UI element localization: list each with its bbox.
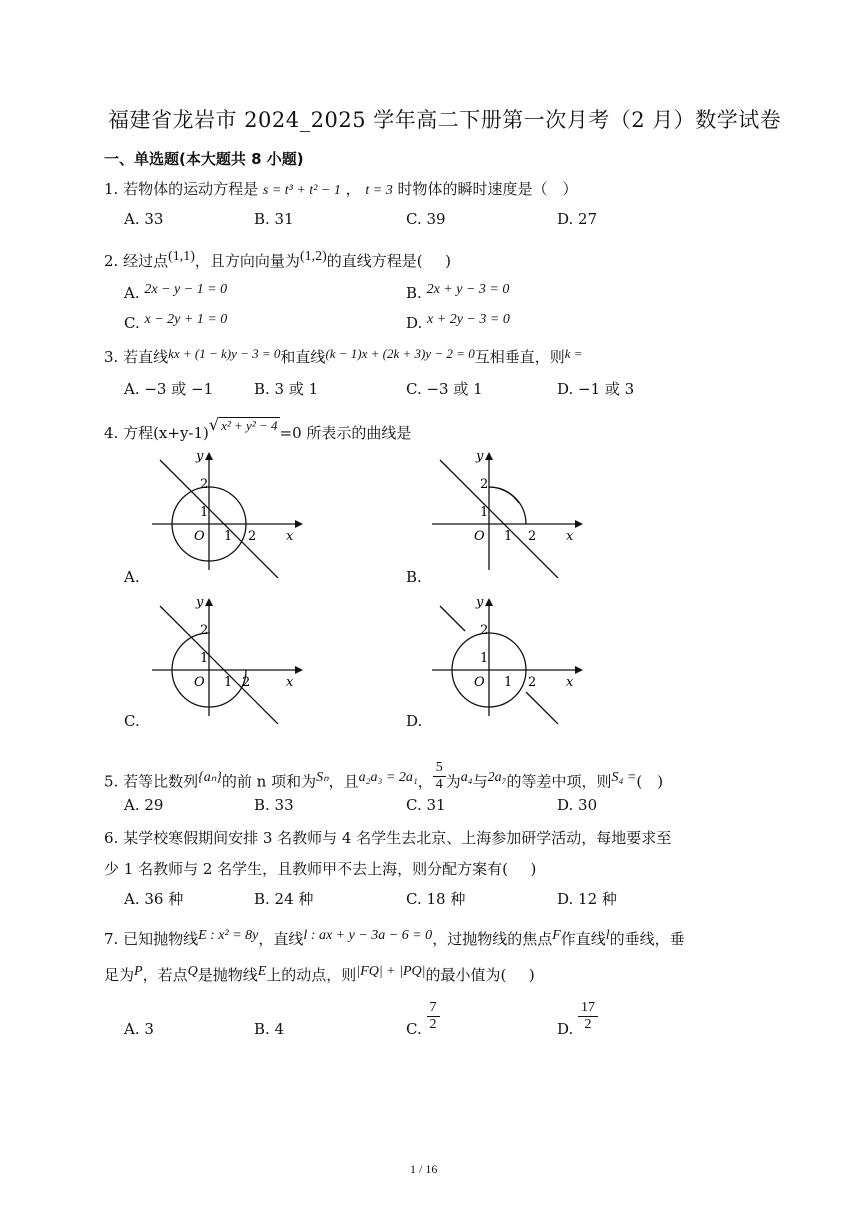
q1-suffix: 时物体的瞬时速度是（ ）	[397, 180, 578, 198]
question-7-line2	[104, 964, 535, 985]
graph-a-y1: 1	[200, 505, 209, 520]
q1-prefix: 1. 若物体的运动方程是	[104, 180, 259, 198]
q3-option-a[interactable]: A. −3 或 −1	[124, 380, 214, 398]
q5-option-b[interactable]: B. 33	[254, 796, 294, 814]
q5-s4: S₄ =	[611, 769, 637, 785]
graph-c[interactable]	[140, 594, 310, 724]
q5-mid1: 的前 n 项和为	[221, 772, 317, 791]
q7-text-e: 的垂线，垂	[609, 930, 685, 948]
q7-text-d: 作直线	[560, 930, 606, 948]
q7-text-j: 的最小值为( )	[425, 966, 535, 984]
q2-option-b-label: B.	[406, 284, 422, 302]
graph-a-y-label: y	[196, 449, 204, 464]
q3-option-b[interactable]: B. 3 或 1	[254, 380, 319, 398]
q2-option-b-eq: 2x + y − 3 = 0	[426, 282, 510, 297]
q2-point: (1,1)	[168, 249, 195, 264]
q5-a7: 2a₇	[487, 769, 507, 785]
q5-mid3: 为	[445, 772, 461, 791]
page-number: 1 / 16	[410, 1162, 438, 1176]
q7-option-d-label: D.	[557, 1020, 574, 1038]
q5-condition: a₂a₃ = 2a₁	[358, 769, 418, 785]
graph-c-y-label: y	[196, 595, 204, 610]
q5-suffix: 的等差中项，则	[506, 772, 612, 791]
q7-text-g: ，若点	[142, 966, 188, 984]
q4-radicand: x² + y² − 4	[221, 418, 278, 433]
section-heading: 一、单选题(本大题共 8 小题)	[104, 150, 304, 168]
q4-option-c[interactable]: C.	[124, 712, 140, 730]
graph-b-y2: 2	[480, 477, 489, 492]
q5-option-c[interactable]: C. 31	[406, 796, 446, 814]
q2-option-d[interactable]	[406, 314, 510, 333]
q7-option-d[interactable]	[557, 1000, 598, 1038]
q5-option-d[interactable]: D. 30	[557, 796, 598, 814]
q1-option-a[interactable]: A. 33	[124, 210, 164, 228]
graph-d-x2: 2	[528, 675, 537, 690]
q7-focus: F	[552, 928, 561, 943]
q3-line2: (k − 1)x + (2k + 3)y − 2 = 0	[325, 346, 475, 361]
q1-option-c[interactable]: C. 39	[406, 210, 446, 228]
q5-sequence: {aₙ}	[198, 769, 222, 785]
q2-option-c-label: C.	[124, 314, 140, 332]
question-2	[104, 250, 451, 271]
q3-option-c[interactable]: C. −3 或 1	[406, 380, 483, 398]
graph-b[interactable]	[420, 448, 590, 578]
q5-fraction	[433, 760, 446, 793]
question-5	[104, 760, 664, 799]
page-title: 福建省龙岩市 2024_2025 学年高二下册第一次月考（2 月）数学试卷	[108, 108, 782, 132]
q5-mid2: ，且	[328, 772, 359, 791]
q2-option-d-eq: x + 2y − 3 = 0	[427, 312, 510, 327]
graph-a-x1: 1	[224, 529, 233, 544]
q5-prefix: 5. 若等比数列	[104, 772, 199, 791]
q7-distance-sum: |FQ| + |PQ|	[356, 964, 426, 979]
q7-text-a: 7. 已知抛物线	[104, 930, 199, 948]
q5-fraction-num: 5	[433, 760, 446, 777]
q7-point-p: P	[134, 964, 143, 979]
graph-d-y-label: y	[476, 595, 484, 610]
q4-suffix: =0 所表示的曲线是	[279, 424, 412, 442]
question-1	[104, 178, 578, 199]
q4-option-a[interactable]: A.	[124, 568, 140, 586]
q6-option-d[interactable]: D. 12 种	[557, 890, 617, 908]
q2-option-a-label: A.	[124, 284, 140, 302]
q3-option-d[interactable]: D. −1 或 3	[557, 380, 635, 398]
q2-suffix: 的直线方程是( )	[326, 252, 451, 270]
graph-d-origin: O	[474, 675, 485, 690]
q7-option-c-num: 7	[427, 1000, 440, 1017]
q7-line-l: l	[605, 928, 610, 943]
graph-b-y1: 1	[480, 505, 489, 520]
graph-c-x2: 2	[242, 675, 251, 690]
graph-c-y1: 1	[200, 651, 209, 666]
graph-d-y2: 2	[480, 623, 489, 638]
q5-mid4: 与	[472, 772, 488, 791]
q6-option-c[interactable]: C. 18 种	[406, 890, 466, 908]
question-6-line2: 少 1 名教师与 2 名学生，且教师甲不去上海，则分配方案有( )	[104, 860, 537, 878]
graph-a-x2: 2	[248, 529, 257, 544]
q1-equation: s = t³ + t² − 1	[262, 183, 341, 198]
q1-sep: ，	[345, 180, 361, 198]
q7-option-b[interactable]: B. 4	[254, 1020, 285, 1038]
graph-d-x1: 1	[504, 675, 513, 690]
graph-d-x-label: x	[566, 675, 574, 690]
q7-option-c-label: C.	[406, 1020, 422, 1038]
q7-text-i: 上的动点，则	[266, 966, 357, 984]
graph-a-y2: 2	[200, 477, 209, 492]
q2-mid: ，且方向向量为	[194, 252, 300, 270]
q2-option-a-eq: 2x − y − 1 = 0	[144, 282, 228, 297]
graph-b-y-label: y	[476, 449, 484, 464]
q7-option-d-den: 2	[584, 1017, 592, 1032]
q6-option-a[interactable]: A. 36 种	[124, 890, 184, 908]
graph-c-x-label: x	[286, 675, 294, 690]
q5-comma: ，	[417, 772, 433, 791]
q7-option-d-fraction	[578, 1000, 598, 1033]
q6-option-b[interactable]: B. 24 种	[254, 890, 314, 908]
sqrt-icon: √	[208, 415, 220, 434]
q4-option-b[interactable]: B.	[406, 568, 422, 586]
q5-paren: ( )	[636, 772, 664, 791]
q4-option-d[interactable]: D.	[406, 712, 423, 730]
q2-option-d-label: D.	[406, 314, 423, 332]
question-3	[104, 346, 583, 367]
graph-a-x-label: x	[286, 529, 294, 544]
graph-a[interactable]	[140, 448, 310, 578]
q3-k: k =	[564, 346, 583, 361]
q5-option-a[interactable]: A. 29	[124, 796, 164, 814]
q7-text-h: 是抛物线	[197, 966, 258, 984]
q7-option-d-num: 17	[578, 1000, 598, 1017]
q2-prefix: 2. 经过点	[104, 252, 169, 270]
q7-text-f: 足为	[104, 966, 135, 984]
graph-c-x1: 1	[224, 675, 233, 690]
q3-suffix: 互相垂直，则	[474, 348, 565, 366]
q7-point-q: Q	[187, 964, 198, 979]
graph-d[interactable]	[420, 594, 590, 724]
q7-text-b: ，直线	[258, 930, 304, 948]
q7-option-c-fraction	[427, 1000, 440, 1033]
q5-fraction-den: 4	[435, 777, 443, 792]
q7-option-c-den: 2	[429, 1017, 437, 1032]
graph-d-y1: 1	[480, 651, 489, 666]
graph-c-y2: 2	[200, 623, 209, 638]
question-7-line1	[104, 928, 685, 949]
q7-option-c[interactable]	[406, 1000, 440, 1038]
q2-vector: (1,2)	[299, 249, 327, 264]
q2-option-b[interactable]	[406, 284, 509, 303]
q4-prefix: 4. 方程(x+y-1)	[104, 424, 209, 442]
graph-a-origin: O	[194, 529, 205, 544]
q7-text-c: ，过抛物线的焦点	[432, 930, 553, 948]
q3-prefix: 3. 若直线	[104, 348, 169, 366]
question-4	[104, 415, 412, 443]
graph-b-x-label: x	[566, 529, 574, 544]
q2-option-c[interactable]	[124, 314, 227, 333]
graph-c-origin: O	[194, 675, 205, 690]
q2-option-c-eq: x − 2y + 1 = 0	[144, 312, 228, 327]
graph-b-x1: 1	[504, 529, 513, 544]
question-6-line1: 6. 某学校寒假期间安排 3 名教师与 4 名学生去北京、上海参加研学活动，每地要求至	[104, 829, 672, 847]
q7-parabola-e: E	[257, 964, 267, 979]
graph-b-origin: O	[474, 529, 485, 544]
q1-option-b[interactable]: B. 31	[254, 210, 294, 228]
q2-option-a[interactable]	[124, 284, 227, 303]
q7-parabola: E : x² = 8y	[198, 928, 259, 943]
q1-option-d[interactable]: D. 27	[557, 210, 598, 228]
q7-option-a[interactable]: A. 3	[124, 1020, 154, 1038]
q7-line: l : ax + y − 3a − 6 = 0	[303, 928, 433, 943]
q3-line1: kx + (1 − k)y − 3 = 0	[168, 346, 281, 361]
q1-time: t = 3	[365, 183, 393, 198]
q3-mid: 和直线	[280, 348, 326, 366]
graph-b-x2: 2	[528, 529, 537, 544]
q5-sn: Sₙ	[316, 769, 329, 785]
q5-a4: a₄	[460, 769, 473, 785]
